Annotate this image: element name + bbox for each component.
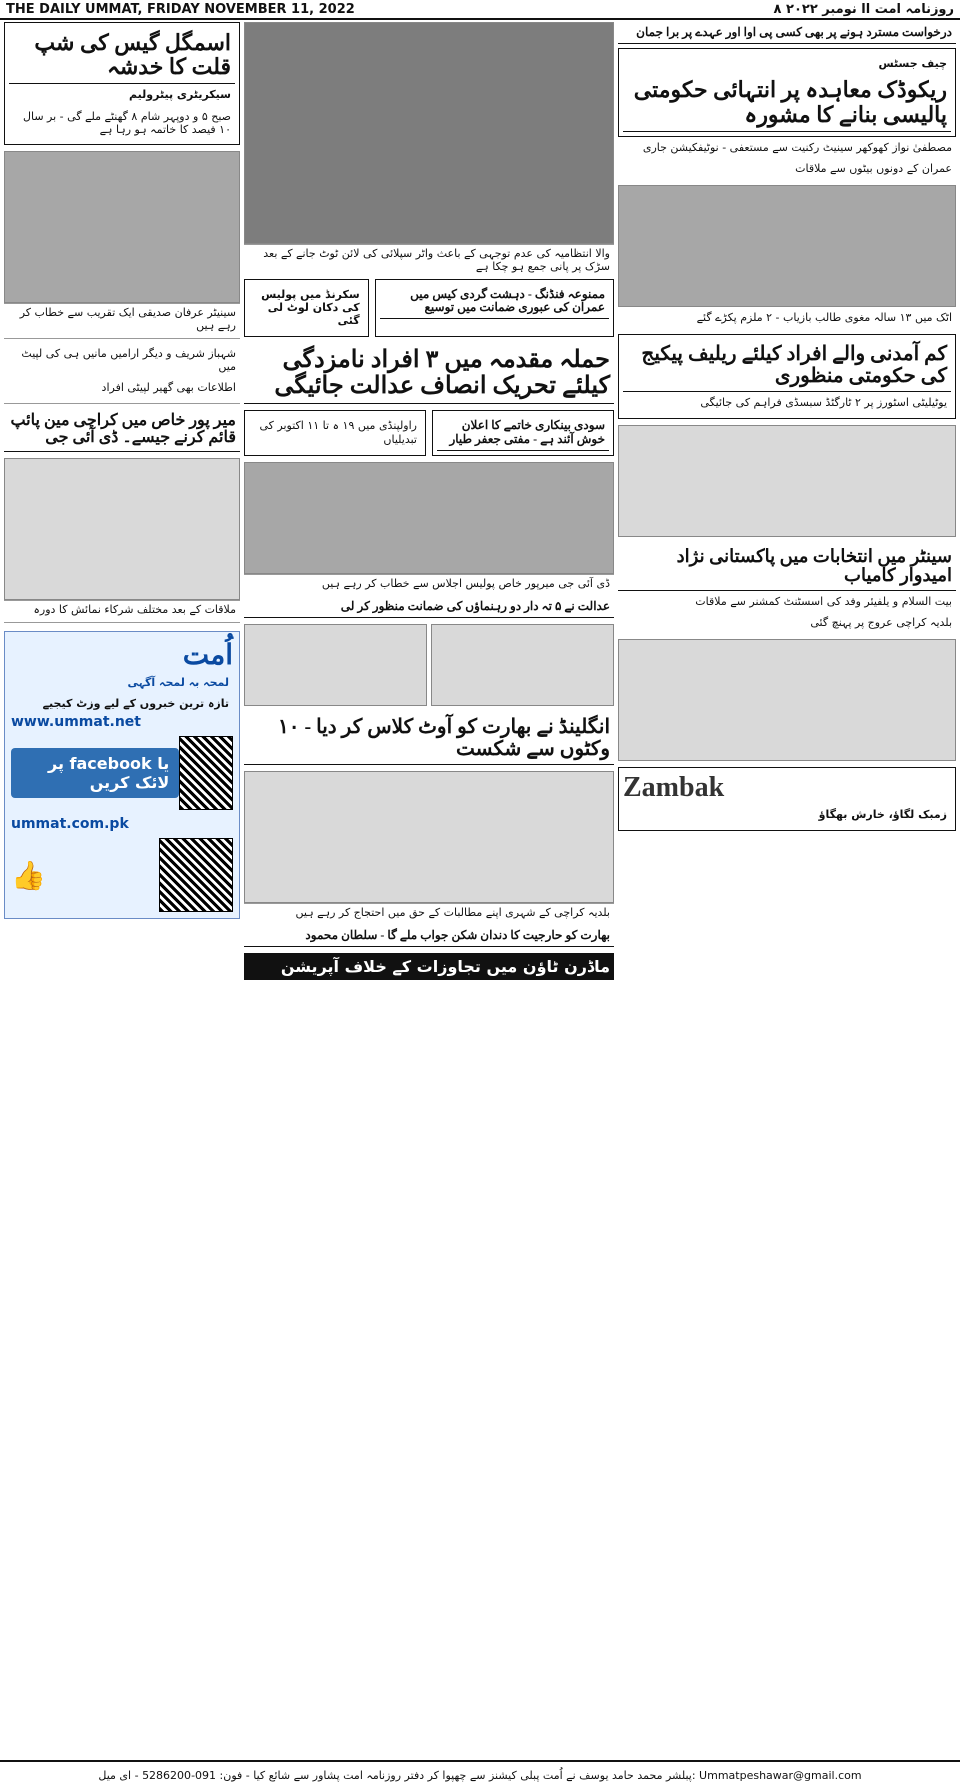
- masthead-left: THE DAILY UMMAT, FRIDAY NOVEMBER 11, 2022: [6, 1, 355, 17]
- side-head-1: شہباز شریف و دیگر ارامیں مانیں ہی کی لپیٹ میں: [21, 346, 236, 374]
- senate-head: سینٹر میں انتخابات میں پاکستانی نژاد امیدوار کامیاب: [618, 543, 956, 592]
- ummat-ad: [4, 631, 240, 919]
- column-middle: [244, 22, 614, 1758]
- recodiq-box: [618, 48, 956, 137]
- petroleum-headline: [4, 22, 240, 145]
- column-right: [618, 22, 956, 1758]
- petroleum-headline-text: اسمگل گیس کی شپ قلت کا خدشہ: [9, 27, 235, 84]
- top-head: درخواست مسترد ہونے پر بھی کسی پی اوا اور عہدے پر برا جمان: [618, 22, 956, 44]
- mirpurkhas-head: میر پور خاص میں کراچی مین پائپ قائم کرنے جیسے۔ ڈی آئی جی: [4, 408, 240, 452]
- story-1: مصطفیٰ نواز کھوکھر سینیٹ رکنیت سے مستعفی - نوٹیفکیشن جاری: [642, 140, 952, 154]
- model-town-ribbon: ماڈرن ٹاؤن میں تجاوزات کے خلاف آپریشن: [244, 953, 614, 980]
- shop-looted: سکرنڈ میں پولیس کی دکان لوٹ لی گئی: [244, 279, 369, 337]
- tile-1: [244, 624, 427, 706]
- photo-rally: [618, 185, 956, 307]
- protest-caption: بلدیہ کراچی کے شہری اپنے مطالبات کے حق میں احتجاج کر رہے ہیں: [244, 903, 614, 921]
- footer-bar: [0, 1760, 960, 1788]
- imran-bail: ممنوعہ فنڈنگ - دہشت گردی کیس میں عمران کی عبوری ضمانت میں توسیع: [375, 279, 614, 337]
- ummat-site-2[interactable]: ummat.com.pk: [11, 816, 129, 833]
- qr-code-1: [179, 736, 233, 810]
- photo-protest: [244, 771, 614, 903]
- pti-big-head: حملہ مقدمہ میں ۳ افراد نامزدگی کیلئے تحریک انصاف عدالت جائیگی: [244, 343, 614, 405]
- photo-exhibition-caption: ملاقات کے بعد مختلف شرکاء نمائش کا دورہ: [4, 600, 240, 618]
- photo-exhibition: [4, 458, 240, 600]
- mufti-box: سودی بینکاری خاتمے کا اعلان خوش آئند ہے - مفتی جعفر طیار: [432, 410, 614, 455]
- tile-2: [431, 624, 614, 706]
- photo-speaker: [4, 151, 240, 303]
- row-1: [244, 279, 614, 337]
- photo-group: [618, 425, 956, 537]
- recodiq-head: ریکوڈک معاہدہ پر انتہائی حکومتی پالیسی بنانے کا مشورہ: [623, 74, 951, 131]
- side-2: بلدیہ کراچی عروج پر پہنچ گئی: [810, 616, 952, 630]
- thumbs-up-icon: 👍: [11, 858, 46, 892]
- sultan-head: بھارت کو حارجیت کا دندان شکن جواب ملے گا - سلطان محمود: [244, 925, 614, 947]
- england-head: انگلینڈ نے بھارت کو آوٹ کلاس کر دیا - ۱۰ وکٹوں سے شکست: [244, 712, 614, 765]
- column-left: [4, 22, 240, 1758]
- police-meeting-caption: ڈی آئی جی میرپور خاص پولیس اجلاس سے خطاب کر رہے ہیں: [244, 574, 614, 592]
- flooded-road-caption: والا انتظامیہ کی عدم توجہی کے باعث واٹر سپلائی کی لائن ٹوٹ جانے کے بعد سڑک پر پانی جمع ہو چکا ہے: [244, 244, 614, 275]
- relief-sub: یوٹیلیٹی اسٹورز پر ۲ ٹارگٹڈ سبسڈی فراہم کی جائیگی: [700, 396, 947, 410]
- ummat-site[interactable]: www.ummat.net: [11, 714, 141, 731]
- row-2: [244, 410, 614, 455]
- side-1: بیت السلام و یلفیئر وفد کی اسسٹنٹ کمشنر سے ملاقات: [695, 595, 952, 609]
- petroleum-tag: سیکریٹری پیٹرولیم: [129, 88, 231, 102]
- photo-police-meeting: [244, 462, 614, 574]
- petroleum-subhead: صبح ۵ و دوپہر شام ۸ گھنٹے ملے گی - بر سال ۱۰ فیصد کا خاتمہ ہو رہا ہے: [23, 109, 231, 136]
- photo-flooded-road: [244, 22, 614, 244]
- ummat-brand: اُمت: [182, 639, 233, 671]
- photo-flags: [618, 639, 956, 761]
- court-head: عدالت نے ۵ تہ دار دو رہنماؤں کی ضمانت منظور کر لی: [244, 596, 614, 618]
- ummat-visit: تازہ ترین خبروں کے لیے وزٹ کیجیے: [42, 696, 229, 710]
- masthead: [0, 0, 960, 20]
- zambak-brand: Zambak: [623, 772, 725, 804]
- qr-code-2: [159, 838, 233, 912]
- relief-box: [618, 334, 956, 418]
- chief-justice-tag: چیف جسٹس: [878, 57, 947, 71]
- story-2: عمران کے دونوں بیٹوں سے ملاقات: [795, 161, 952, 175]
- relief-head: کم آمدنی والے افراد کیلئے ریلیف پیکیج کی حکومتی منظوری: [623, 339, 951, 392]
- footer-text: پبلشر محمد حامد یوسف نے اُمت پبلی کیشنز سے چھپوا کر دفتر روزنامہ امت پشاور سے شائع کیا - فون: 091-5286200 - ای میل: Ummatpeshawar@gmail.com: [98, 1768, 862, 1782]
- facebook-like[interactable]: یا facebook پر لائک کریں: [11, 748, 179, 798]
- side-head-2: اطلاعات بھی گھیر لپیٹی افراد: [101, 381, 236, 395]
- photo-tiles: [244, 624, 614, 706]
- zambak-ad: [618, 767, 956, 830]
- zambak-desc: زمبک لگاؤ، خارش بھگاؤ: [818, 808, 947, 822]
- masthead-right: روزنامہ امت اا نومبر ۲۰۲۲ ۸: [773, 1, 954, 17]
- ummat-tagline: لمحہ بہ لمحہ آگہی: [127, 675, 229, 689]
- photo-speaker-caption: سینیٹر عرفان صدیقی ایک تقریب سے خطاب کر رہے ہیں: [4, 303, 240, 334]
- story-3: اٹک میں ۱۳ سالہ مغوی طالب بازیاب - ۲ ملزم پکڑے گئے: [696, 311, 952, 325]
- rawalpindi-list: راولپنڈی میں ۱۹ ہ تا ۱۱ اکتوبر کی تبدیلیاں: [244, 410, 426, 455]
